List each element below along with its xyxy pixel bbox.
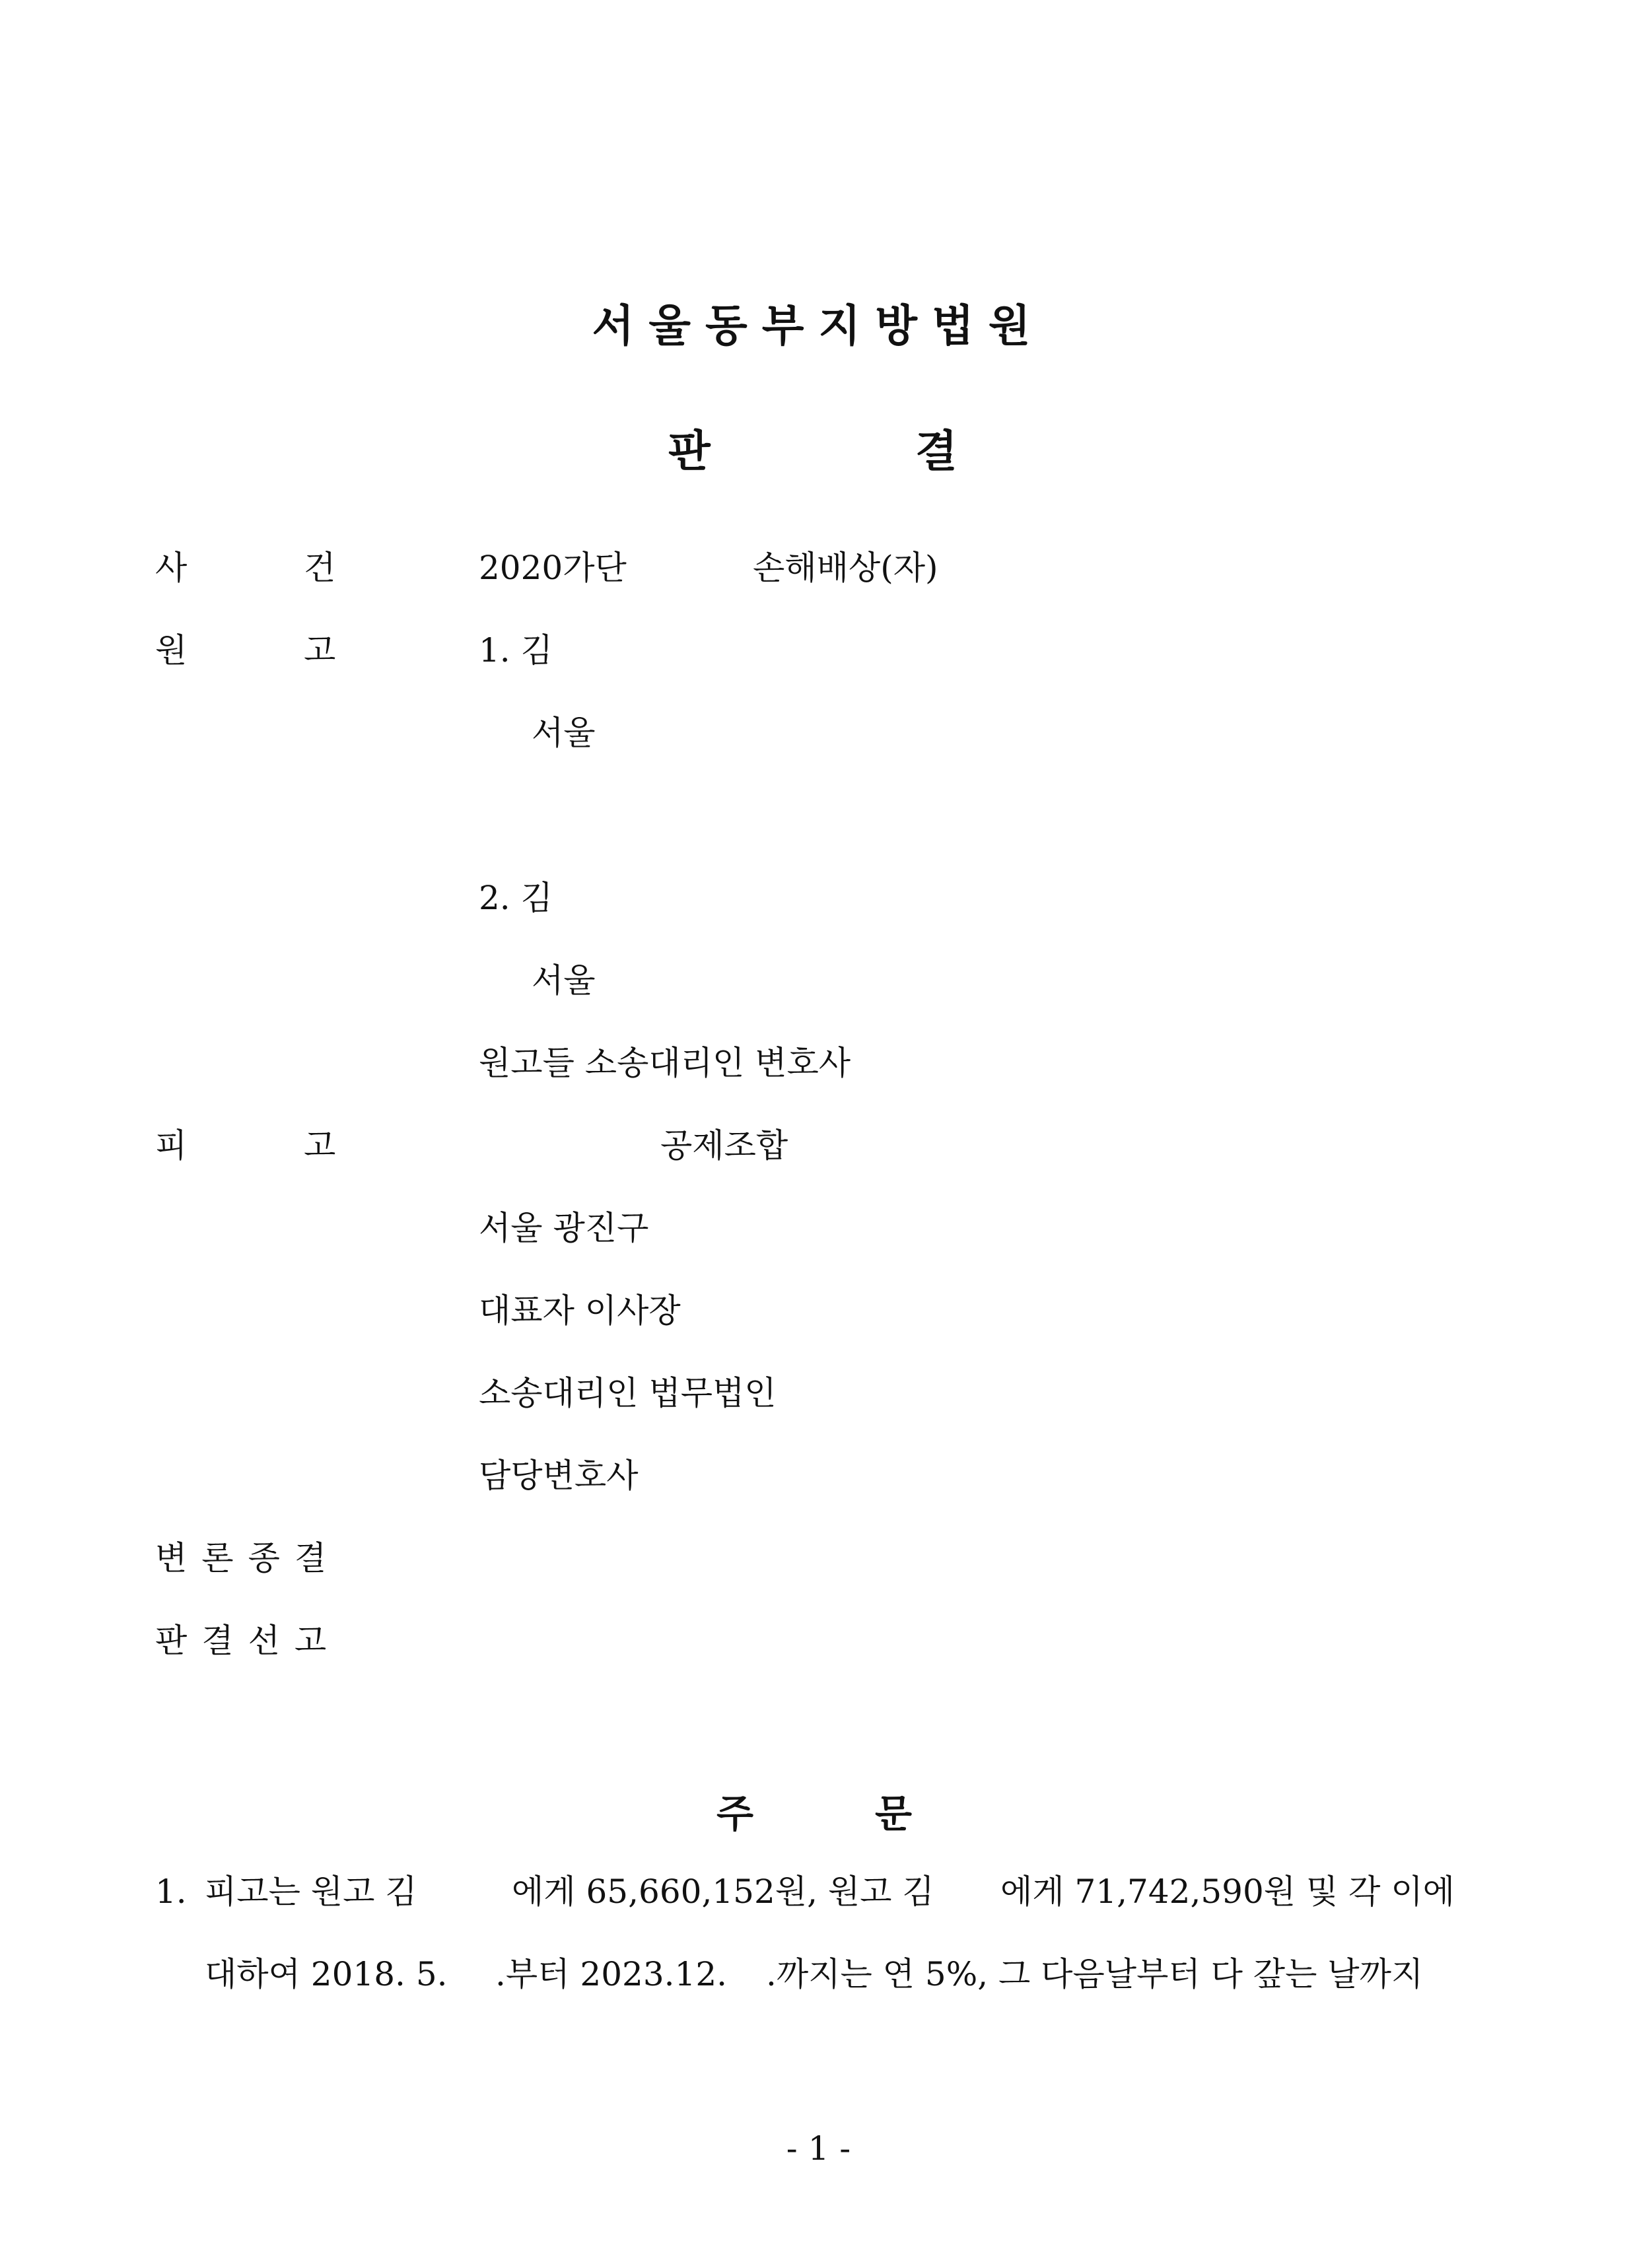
case-label-2: 건 — [304, 549, 336, 587]
case-number: 2020가단 — [479, 549, 627, 587]
order-title-left: 주 — [716, 1791, 754, 1836]
order-line-2-part-3: .까지는 연 5%, 그 다음날부터 다 갚는 날까지 — [766, 1955, 1424, 1993]
plaintiff-counsel: 원고들 소송대리인 변호사 — [479, 1044, 851, 1082]
case-name: 손해배상(자) — [753, 549, 938, 587]
case-label-1: 사 — [155, 549, 188, 587]
order-line-1-part-2: 에게 65,660,152원, 원고 김 — [512, 1873, 934, 1911]
document-title-left: 판 — [668, 426, 711, 477]
defendant-label-2: 고 — [304, 1126, 336, 1165]
case-label — [155, 549, 188, 587]
plaintiff-label-2: 고 — [304, 631, 336, 670]
order-title-right: 문 — [875, 1791, 913, 1836]
ruling-date-label: 판결선고 — [155, 1622, 341, 1660]
closing-of-argument-label: 변론종결 — [155, 1539, 341, 1577]
defendant-counsel: 소송대리인 법무법인 — [479, 1374, 777, 1412]
defendant-label-1: 피 — [155, 1126, 188, 1165]
order-item-number: 1. — [155, 1873, 187, 1911]
document-title-right: 결 — [915, 426, 958, 477]
order-line-2-part-2: .부터 2023.12. — [495, 1955, 728, 1993]
defendant-representative: 대표자 이사장 — [479, 1291, 681, 1330]
order-line-2-part-1: 대하여 2018. 5. — [205, 1955, 448, 1993]
plaintiff-label-1: 원 — [155, 631, 188, 670]
order-line-1-part-3: 에게 71,742,590원 및 각 이에 — [1000, 1873, 1455, 1911]
plaintiff-2-address: 서울 — [532, 961, 596, 1000]
plaintiff-2-name: 2. 김 — [479, 879, 553, 917]
defendant-attorney: 담당변호사 — [479, 1457, 639, 1495]
plaintiff-1-address: 서울 — [532, 714, 596, 752]
order-line-1-part-1: 피고는 원고 김 — [205, 1873, 417, 1911]
plaintiff-1-name: 1. 김 — [479, 631, 553, 670]
page-number: - 1 - — [786, 2129, 851, 2168]
court-name: 서울동부지방법원 — [592, 300, 1045, 351]
defendant-name: 공제조합 — [660, 1126, 788, 1165]
defendant-address: 서울 광진구 — [479, 1209, 649, 1247]
